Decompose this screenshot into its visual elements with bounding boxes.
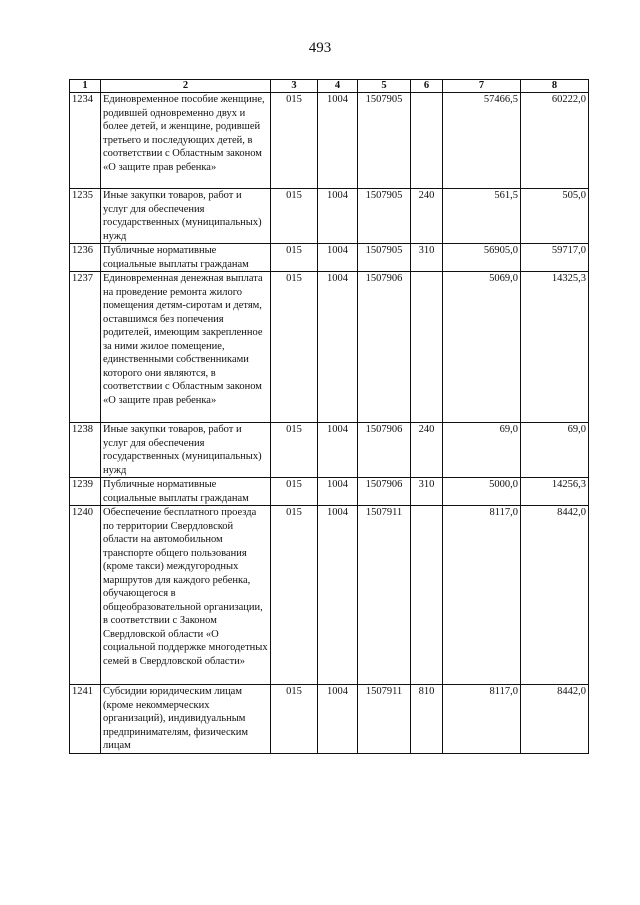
row-number: 1240 [70, 506, 101, 685]
row-name: Обеспечение бесплатного проезда по территории Свердловской области на автомобильном транспорте общего пользования (кроме такси) междугородных маршрутов для каждого ребенка, обучающегося в общеобразовательной организации, в соответствии с Законом Свердловской области «О социальной поддержке многодетных семей в Свердловской области» [101, 506, 271, 685]
table-row [70, 272, 589, 423]
row-col-3: 015 [271, 506, 318, 685]
row-col-6: 810 [411, 685, 443, 754]
row-col-6: 240 [411, 189, 443, 244]
row-col-5: 1507905 [358, 93, 411, 189]
row-col-5: 1507911 [358, 685, 411, 754]
row-col-8: 59717,0 [521, 244, 589, 272]
header-col-8: 8 [521, 80, 589, 93]
row-col-7: 69,0 [443, 423, 521, 478]
row-col-4: 1004 [318, 423, 358, 478]
row-number: 1234 [70, 93, 101, 189]
table-row [70, 244, 589, 272]
row-col-4: 1004 [318, 244, 358, 272]
row-name: Публичные нормативные социальные выплаты гражданам [101, 478, 271, 506]
row-name: Субсидии юридическим лицам (кроме некоммерческих организаций), индивидуальным предпринимателям, физическим лицам [101, 685, 271, 754]
row-col-7: 57466,5 [443, 93, 521, 189]
row-col-5: 1507906 [358, 423, 411, 478]
row-col-3: 015 [271, 423, 318, 478]
header-col-5: 5 [358, 80, 411, 93]
row-col-8: 8442,0 [521, 506, 589, 685]
row-number: 1236 [70, 244, 101, 272]
header-col-1: 1 [70, 80, 101, 93]
page-number: 493 [308, 40, 332, 56]
row-name: Иные закупки товаров, работ и услуг для обеспечения государственных (муниципальных) нужд [101, 189, 271, 244]
row-col-5: 1507906 [358, 272, 411, 423]
row-number: 1237 [70, 272, 101, 423]
row-col-4: 1004 [318, 506, 358, 685]
header-col-4: 4 [318, 80, 358, 93]
row-col-6: 310 [411, 478, 443, 506]
table-row [70, 423, 589, 478]
row-col-6 [411, 272, 443, 423]
row-col-7: 5000,0 [443, 478, 521, 506]
row-col-3: 015 [271, 93, 318, 189]
row-col-7: 5069,0 [443, 272, 521, 423]
table-row [70, 478, 589, 506]
table-body [70, 93, 589, 754]
row-number: 1239 [70, 478, 101, 506]
header-col-7: 7 [443, 80, 521, 93]
row-col-3: 015 [271, 244, 318, 272]
row-col-3: 015 [271, 685, 318, 754]
row-col-5: 1507911 [358, 506, 411, 685]
row-col-4: 1004 [318, 685, 358, 754]
row-col-7: 561,5 [443, 189, 521, 244]
budget-table [69, 79, 589, 754]
header-col-6: 6 [411, 80, 443, 93]
table-row [70, 685, 589, 754]
table-row [70, 506, 589, 685]
row-col-5: 1507905 [358, 189, 411, 244]
header-col-2: 2 [101, 80, 271, 93]
row-number: 1238 [70, 423, 101, 478]
row-col-6 [411, 93, 443, 189]
row-col-6: 310 [411, 244, 443, 272]
row-number: 1241 [70, 685, 101, 754]
table-header [70, 80, 589, 93]
row-col-8: 505,0 [521, 189, 589, 244]
row-name: Иные закупки товаров, работ и услуг для обеспечения государственных (муниципальных) нужд [101, 423, 271, 478]
row-col-6 [411, 506, 443, 685]
row-col-4: 1004 [318, 93, 358, 189]
row-col-4: 1004 [318, 478, 358, 506]
row-col-8: 69,0 [521, 423, 589, 478]
row-col-4: 1004 [318, 272, 358, 423]
row-col-7: 8117,0 [443, 506, 521, 685]
row-number: 1235 [70, 189, 101, 244]
row-col-8: 8442,0 [521, 685, 589, 754]
table-row [70, 93, 589, 189]
header-col-3: 3 [271, 80, 318, 93]
row-name: Единовременная денежная выплата на проведение ремонта жилого помещения детям-сиротам и детям, оставшимся без попечения родителей, имеющим закрепленное за ними жилое помещение, единственными собственниками которого они являются, в соответствии с Областным законом «О защите прав ребенка» [101, 272, 271, 423]
header-row [70, 80, 589, 93]
row-col-4: 1004 [318, 189, 358, 244]
row-col-3: 015 [271, 189, 318, 244]
row-name: Публичные нормативные социальные выплаты гражданам [101, 244, 271, 272]
row-name: Единовременное пособие женщине, родившей одновременно двух и более детей, и женщине, родившей третьего и последующих детей, в соответствии с Областным законом «О защите прав ребенка» [101, 93, 271, 189]
row-col-3: 015 [271, 478, 318, 506]
row-col-3: 015 [271, 272, 318, 423]
table-row [70, 189, 589, 244]
row-col-5: 1507905 [358, 244, 411, 272]
row-col-8: 60222,0 [521, 93, 589, 189]
row-col-6: 240 [411, 423, 443, 478]
row-col-7: 8117,0 [443, 685, 521, 754]
row-col-8: 14256,3 [521, 478, 589, 506]
row-col-8: 14325,3 [521, 272, 589, 423]
row-col-7: 56905,0 [443, 244, 521, 272]
row-col-5: 1507906 [358, 478, 411, 506]
